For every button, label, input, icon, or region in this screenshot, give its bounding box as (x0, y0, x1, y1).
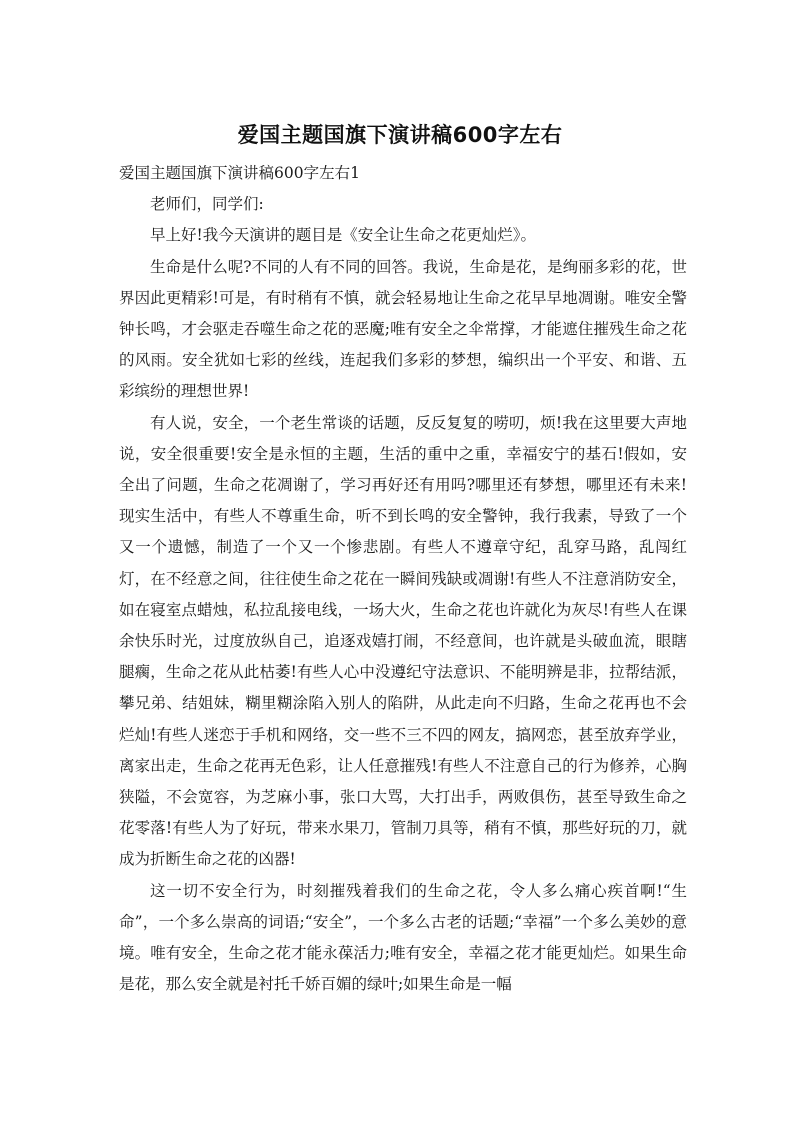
document-body (119, 158, 687, 1000)
paragraph-safety: 有人说，安全，一个老生常谈的话题，反反复复的唠叨，烦!我在这里要大声地说，安全很重要!安全是永恒的主题，生活的重中之重，幸福安宁的基石!假如，安全出了问题，生命之花凋谢了，学习再好还有用吗?哪里还有梦想，哪里还有未来!现实生活中，有些人不尊重生命，听不到长鸣的安全警钟，我行我素，导致了一个又一个遗憾，制造了一个又一个惨悲剧。有些人不遵章守纪，乱穿马路，乱闯红灯，在不经意之间，往往使生命之花在一瞬间残缺或凋谢!有些人不注意消防安全，如在寝室点蜡烛，私拉乱接电线，一场大火，生命之花也许就化为灰尽!有些人在课余快乐时光，过度放纵自己，追逐戏嬉打闹，不经意间，也许就是头破血流，眼瞎腿瘸，生命之花从此枯萎!有些人心中没遵纪守法意识、不能明辨是非，拉帮结派，攀兄弟、结姐妹，糊里糊涂陷入别人的陷阱，从此走向不归路，生命之花再也不会烂灿!有些人迷恋于手机和网络，交一些不三不四的网友，搞网恋，甚至放弃学业，离家出走，生命之花再无色彩，让人任意摧残!有些人不注意自己的行为修养，心胸狭隘，不会宽容，为芝麻小事，张口大骂，大打出手，两败俱伤，甚至导致生命之花零落!有些人为了好玩，带来水果刀，管制刀具等，稍有不慎，那些好玩的刀，就成为折断生命之花的凶器! (119, 413, 687, 869)
paragraph-life: 生命是什么呢?不同的人有不同的回答。我说，生命是花，是绚丽多彩的花，世界因此更精彩!可是，有时稍有不慎，就会轻易地让生命之花早早地凋谢。唯安全警钟长鸣，才会驱走吞噬生命之花的恶魔;唯有安全之伞常撑，才能遮住摧残生命之花的风雨。安全犹如七彩的丝线，连起我们多彩的梦想，编织出一个平安、和谐、五彩缤纷的理想世界! (119, 257, 687, 401)
document-subtitle: 爱国主题国旗下演讲稿600字左右1 (119, 164, 360, 182)
document-title: 爱国主题国旗下演讲稿600字左右 (237, 123, 563, 147)
paragraph-greeting: 老师们，同学们: (150, 195, 264, 214)
paragraph-conclusion: 这一切不安全行为，时刻摧残着我们的生命之花，令人多么痛心疾首啊!“生命”，一个多么崇高的词语;“安全”，一个多么古老的话题;“幸福”一个多么美妙的意境。唯有安全，生命之花才能永葆活力;唯有安全，幸福之花才能更灿烂。如果生命是花，那么安全就是衬托千娇百媚的绿叶;如果生命是一幅 (119, 881, 687, 994)
paragraph-intro: 早上好!我今天演讲的题目是《安全让生命之花更灿烂》。 (150, 226, 536, 245)
